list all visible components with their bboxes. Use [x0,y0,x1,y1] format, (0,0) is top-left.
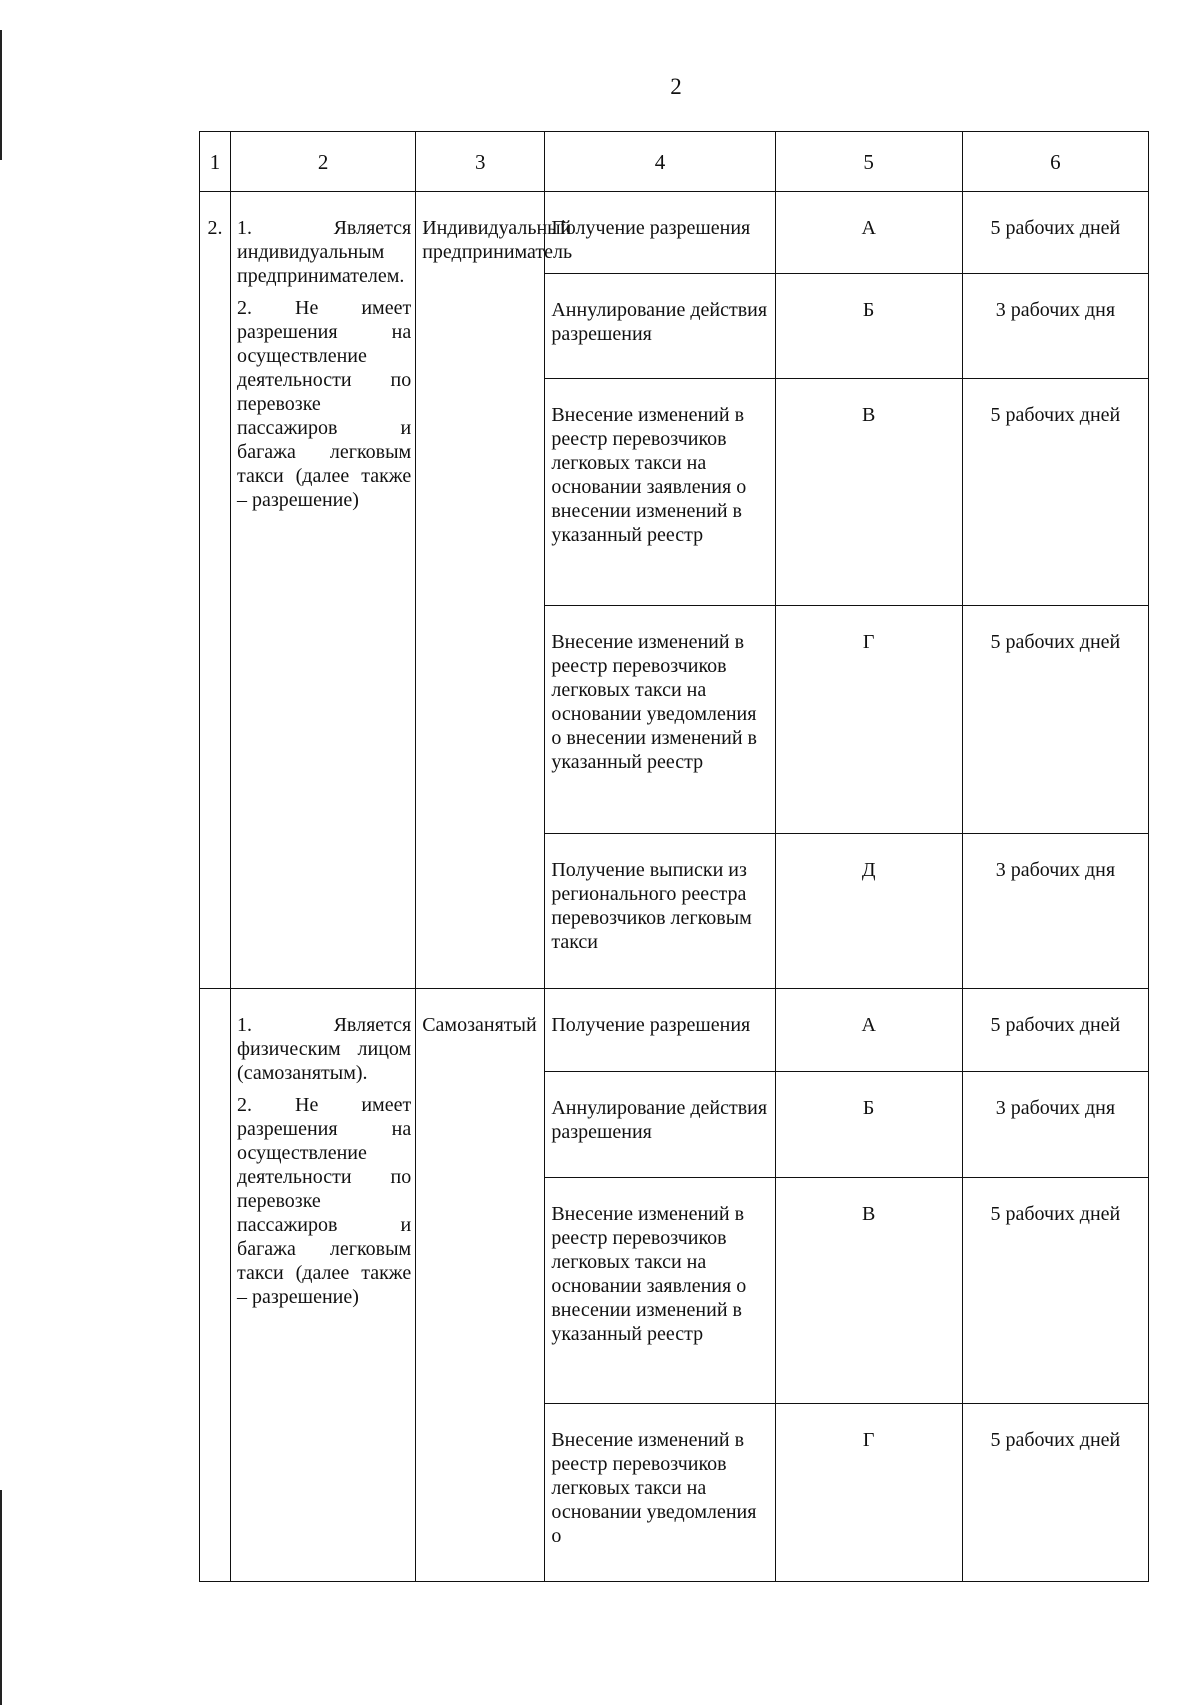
code-text: Б [862,1097,875,1119]
code-cell [775,834,962,989]
service-cell [545,379,775,606]
service-cell [545,989,775,1072]
criteria-cell [231,989,416,1582]
code-text: Г [862,631,875,653]
term-text: 3 рабочих дня [995,859,1116,881]
criteria-cell [231,192,416,989]
row-group-number [200,192,231,989]
service-text: Аннулирование действия разрешения [551,1097,768,1143]
term-text: 5 рабочих дней [990,1203,1121,1225]
service-text: Внесение изменений в реестр перевозчиков легковых такси на основании уведомления о [551,1429,757,1547]
service-cell [545,1072,775,1178]
term-cell [962,1404,1148,1582]
code-cell [775,989,962,1072]
service-text: Внесение изменений в реестр перевозчиков легковых такси на основании заявления о внесении изменений в указанный реестр [551,404,747,546]
subject-text: Самозанятый [422,1014,537,1036]
code-text: А [861,217,876,239]
code-text: В [862,404,876,426]
term-cell [962,379,1148,606]
code-cell [775,606,962,834]
criteria-item: 1. Является индивидуальным предпринимателем. [237,217,412,287]
term-cell [962,834,1148,989]
term-cell [962,192,1148,274]
group-number-text: 2. [207,217,223,239]
column-header: 4 [545,132,775,192]
criteria-text [231,989,415,1309]
code-cell [775,1404,962,1582]
column-header: 6 [962,132,1148,192]
service-cell [545,1178,775,1404]
code-cell [775,379,962,606]
term-text: 5 рабочих дней [990,1014,1121,1036]
column-header: 5 [775,132,962,192]
code-cell [775,1072,962,1178]
code-text: А [861,1014,876,1036]
criteria-item: 2. Не имеет разрешения на осуществление деятельности по перевозке пассажиров и багажа легковым такси (далее также – разрешение) [237,1094,412,1308]
code-text: Д [861,859,876,881]
subject-text: Индивидуальный предприниматель [422,217,573,263]
service-cell [545,834,775,989]
term-cell [962,606,1148,834]
column-header: 3 [416,132,545,192]
scan-edge-mark [0,1490,2,1705]
service-text: Получение выписки из регионального реестра перевозчиков легковым такси [551,859,752,953]
term-text: 5 рабочих дней [990,217,1121,239]
criteria-item: 1. Является физическим лицом (самозанятым). [237,1014,412,1084]
term-text: 5 рабочих дней [990,631,1121,653]
term-cell [962,989,1148,1072]
term-text: 3 рабочих дня [995,1097,1116,1119]
column-header: 1 [200,132,231,192]
code-cell [775,192,962,274]
term-cell [962,1178,1148,1404]
service-cell [545,192,775,274]
term-text: 5 рабочих дней [990,404,1121,426]
services-table [199,131,1149,1582]
service-cell [545,1404,775,1582]
table-row [200,989,1149,1072]
criteria-text [231,192,415,512]
service-text: Получение разрешения [551,1014,751,1036]
table-header-row [200,132,1149,192]
table-row [200,192,1149,274]
column-header: 2 [231,132,416,192]
code-text: Г [862,1429,875,1451]
term-text: 5 рабочих дней [990,1429,1121,1451]
service-text: Получение разрешения [551,217,751,239]
service-cell [545,274,775,379]
row-group-number [200,989,231,1582]
subject-cell [416,989,545,1582]
service-text: Внесение изменений в реестр перевозчиков легковых такси на основании заявления о внесении изменений в указанный реестр [551,1203,747,1345]
code-cell [775,274,962,379]
code-cell [775,1178,962,1404]
service-text: Аннулирование действия разрешения [551,299,768,345]
code-text: Б [862,299,875,321]
code-text: В [862,1203,876,1225]
term-cell [962,274,1148,379]
service-text: Внесение изменений в реестр перевозчиков легковых такси на основании уведомления о внесении изменений в указанный реестр [551,631,757,773]
term-cell [962,1072,1148,1178]
term-text: 3 рабочих дня [995,299,1116,321]
criteria-item: 2. Не имеет разрешения на осуществление деятельности по перевозке пассажиров и багажа легковым такси (далее также – разрешение) [237,297,412,511]
service-cell [545,606,775,834]
page-number: 2 [670,74,682,99]
subject-cell [416,192,573,989]
